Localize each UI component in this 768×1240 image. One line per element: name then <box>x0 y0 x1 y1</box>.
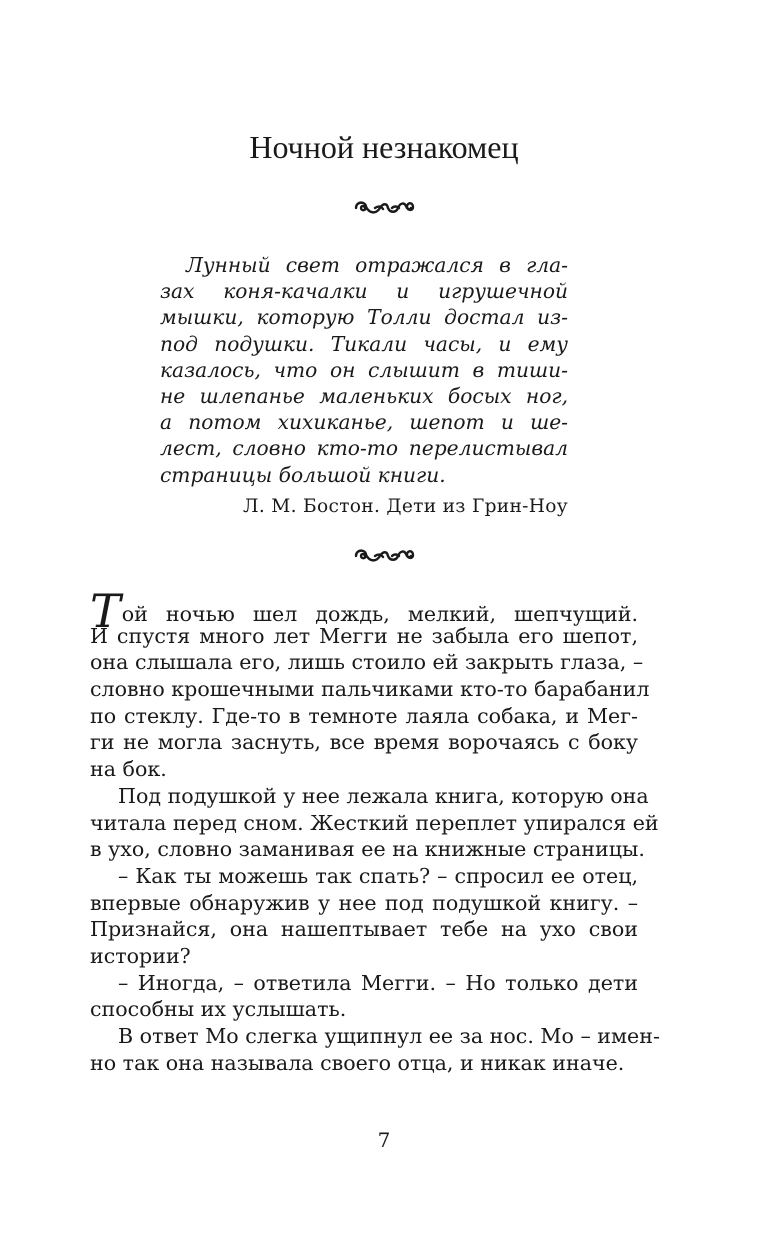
body-line: В ответ Мо слегка ущипнул ее за нос. Мо – имен- <box>118 1024 660 1048</box>
epigraph-line: а потом хихиканье, шепот и ше- <box>160 410 568 435</box>
body-line: впервые обнаружив у нее под подушкой книгу. – <box>90 890 638 915</box>
body-line: истории? <box>90 943 191 968</box>
epigraph-line: казалось, что он слышит в тиши- <box>160 357 568 382</box>
epigraph-line: мышки, которую Толли достал из- <box>160 305 568 330</box>
body-line: на бок. <box>90 757 167 782</box>
page-number: 7 <box>377 1128 391 1152</box>
epigraph <box>160 252 568 488</box>
body-line: Признайся, она нашептывает тебе на ухо свои <box>90 917 638 942</box>
drop-cap: Т <box>90 584 121 638</box>
body-line-text: ой ночью шел дождь, мелкий, шепчущий. <box>121 602 638 626</box>
body-line: но так она называла своего отца, и никак иначе. <box>90 1050 625 1075</box>
body-line: она слышала его, лишь стоило ей закрыть глаза, – <box>90 650 644 675</box>
body-line: словно крошечными пальчиками кто-то барабанил <box>90 677 650 702</box>
flourish-ornament-icon <box>0 196 768 220</box>
epigraph-line: не шлепанье маленьких босых ног, <box>160 384 568 409</box>
epigraph-line: лест, словно кто-то перелистывал <box>160 436 568 461</box>
body-line: – Как ты можешь так спать? – спросил ее отец, <box>118 863 638 888</box>
epigraph-line: Лунный свет отражался в гла- <box>186 253 568 277</box>
body-line: читала перед сном. Жесткий переплет упирался ей <box>90 810 659 835</box>
body-line: Под подушкой у нее лежала книга, которую она <box>118 783 649 808</box>
body-line: способны их услышать. <box>90 997 347 1022</box>
body-line: И спустя много лет Мегги не забыла его шепот, <box>90 623 638 648</box>
epigraph-attribution: Л. М. Бостон. Дети из Грин-Ноу <box>243 496 568 517</box>
epigraph-line: зах коня-качалки и игрушечной <box>160 279 568 304</box>
flourish-ornament-icon <box>0 544 768 568</box>
body-line: в ухо, словно заманивая ее на книжные страницы. <box>90 837 645 862</box>
body-line: по стеклу. Где-то в темноте лаяла собака, и Мег- <box>90 703 638 728</box>
epigraph-line: страницы большой книги. <box>160 462 446 487</box>
chapter-title: Ночной незнакомец <box>249 129 519 165</box>
body-line: ги не могла заснуть, все время ворочаясь с боку <box>90 730 638 755</box>
epigraph-line: под подушки. Тикали часы, и ему <box>160 331 568 356</box>
chapter-body <box>90 584 660 1076</box>
body-line: – Иногда, – ответила Мегги. – Но только дети <box>118 970 638 995</box>
